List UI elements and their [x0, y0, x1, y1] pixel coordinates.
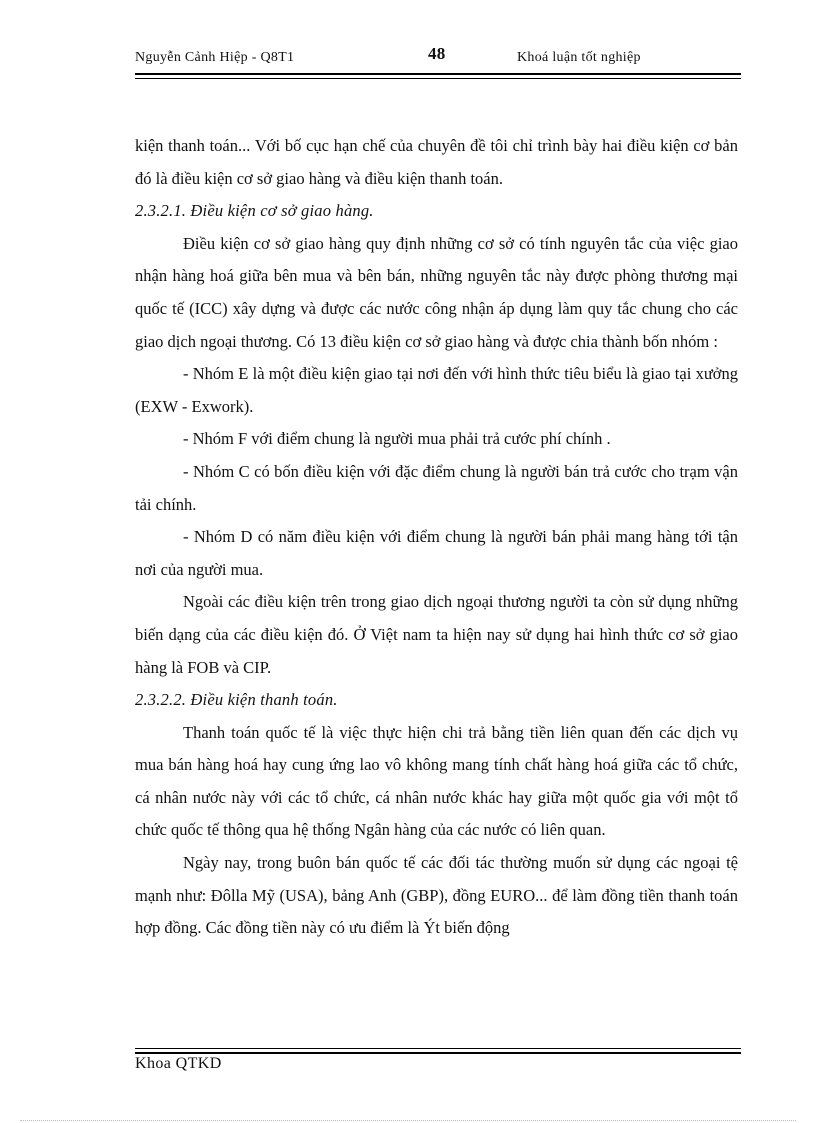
footer-divider — [135, 1048, 741, 1054]
footer-faculty: Khoa QTKD — [135, 1055, 222, 1072]
page-header — [135, 44, 741, 72]
paragraph-delivery-closing: Ngoài các điều kiện trên trong giao dịch ngoại thương người ta còn sử dụng những biến dạng của các điều kiện đó. Ở Việt nam ta hiện nay sử dụng hai hình thức cơ sở giao hàng là FOB và CIP. — [135, 592, 738, 677]
list-item-group-e: - Nhóm E là một điều kiện giao tại nơi đến với hình thức tiêu biểu là giao tại xưởng (EXW - Exwork). — [135, 364, 738, 416]
list-item-group-c: - Nhóm C có bốn điều kiện với đặc điểm chung là người bán trả cước cho trạm vận tải chính. — [135, 461, 738, 514]
paragraph-payment-definition: Thanh toán quốc tế là việc thực hiện chi trả bằng tiền liên quan đến các dịch vụ mua bán hàng hoá hay cung ứng lao vô không mang tính chất hàng hoá giữa các tổ chức, cá nhân nước này với các tổ chức, cá nhân nước khác hay giữa một quốc gia với một tổ chức quốc tế thông qua hệ thống Ngân hàng của các nước có liên quan. — [135, 722, 738, 840]
header-divider — [135, 73, 741, 79]
paragraph-payment-currencies: Ngày nay, trong buôn bán quốc tế các đối tác thường muốn sử dụng các ngoại tệ mạnh như: Đôlla Mỹ (USA), bảng Anh (GBP), đồng EURO... để làm đồng tiền thanh toán hợp đồng. Các đồng tiền này có ưu điểm là Ýt biến động — [135, 853, 738, 938]
header-document-type: Khoá luận tốt nghiệp — [517, 50, 641, 65]
page-number: 48 — [428, 44, 446, 63]
page-body — [135, 130, 738, 945]
section-heading-payment-conditions: 2.3.2.2. Điều kiện thanh toán. — [135, 690, 338, 710]
list-item-group-d: - Nhóm D có năm điều kiện với điểm chung là người bán phải mang hàng tới tận nơi của người mua. — [135, 527, 738, 579]
page-edge-divider — [20, 1120, 796, 1121]
section-heading-delivery-conditions: 2.3.2.1. Điều kiện cơ sở giao hàng. — [135, 201, 374, 221]
header-author: Nguyễn Cảnh Hiệp - Q8T1 — [135, 50, 295, 65]
list-item-group-f: - Nhóm F với điểm chung là người mua phải trả cước phí chính . — [183, 429, 611, 449]
paragraph-delivery-conditions: Điều kiện cơ sở giao hàng quy định những cơ sở có tính nguyên tắc của việc giao nhận hàng hoá giữa bên mua và bên bán, những nguyên tắc này được phòng thương mại quốc tế (ICC) xây dựng và được các nước công nhận áp dụng làm quy tắc chung cho các giao dịch ngoại thương. Có 13 điều kiện cơ sở giao hàng và được chia thành bốn nhóm : — [135, 233, 738, 351]
paragraph-continuation: kiện thanh toán... Với bố cục hạn chế của chuyên đề tôi chỉ trình bày hai điều kiện cơ bản đó là điều kiện cơ sở giao hàng và điều kiện thanh toán. — [135, 136, 738, 188]
